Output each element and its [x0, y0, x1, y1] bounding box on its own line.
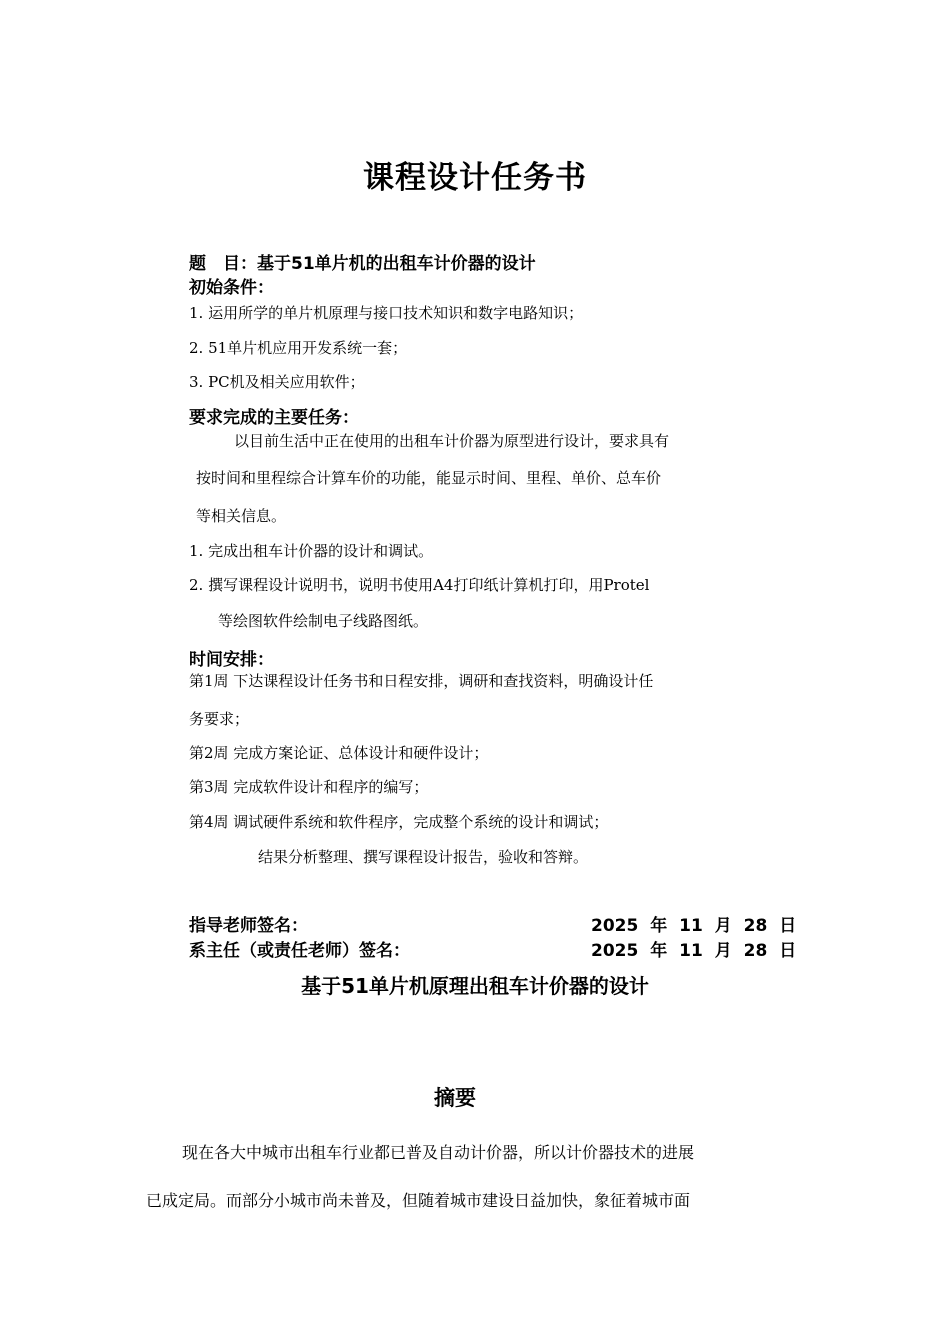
condition-item: 2. 51单片机应用开发系统一套； — [189, 339, 408, 357]
schedule-line: 第1周 下达课程设计任务书和日程安排，调研和查找资料，明确设计任 — [189, 672, 654, 690]
topic-line: 题 目：基于51单片机的出租车计价器的设计 — [189, 254, 536, 274]
tasks-paragraph-line: 按时间和里程综合计算车价的功能，能显示时间、里程、单价、总车价 — [196, 469, 662, 487]
schedule-line: 第4周 调试硬件系统和软件程序，完成整个系统的设计和调试； — [189, 813, 609, 831]
report-title: 基于51单片机原理出租车计价器的设计 — [301, 974, 649, 998]
schedule-heading: 时间安排： — [189, 650, 274, 670]
condition-item: 1. 运用所学的单片机原理与接口技术知识和数字电路知识； — [189, 304, 584, 322]
task-item: 2. 撰写课程设计说明书，说明书使用A4打印纸计算机打印，用Protel — [189, 576, 650, 594]
document-title: 课程设计任务书 — [363, 160, 587, 196]
abstract-line: 已成定局。而部分小城市尚未普及，但随着城市建设日益加快，象征着城市面 — [146, 1191, 691, 1210]
dept-head-signature-date: 2025 年 11 月 28 日 — [591, 941, 797, 961]
abstract-heading: 摘要 — [434, 1086, 476, 1110]
task-item: 1. 完成出租车计价器的设计和调试。 — [189, 542, 434, 560]
schedule-line: 第2周 完成方案论证、总体设计和硬件设计； — [189, 744, 489, 762]
advisor-signature-date: 2025 年 11 月 28 日 — [591, 916, 797, 936]
conditions-heading: 初始条件： — [189, 278, 274, 298]
tasks-heading: 要求完成的主要任务： — [189, 408, 359, 428]
tasks-paragraph-line: 以目前生活中正在使用的出租车计价器为原型进行设计，要求具有 — [234, 432, 670, 450]
condition-item: 3. PC机及相关应用软件； — [189, 373, 365, 391]
tasks-paragraph-line: 等相关信息。 — [196, 507, 287, 525]
task-item-continued: 等绘图软件绘制电子线路图纸。 — [218, 612, 429, 630]
schedule-line: 务要求； — [189, 710, 250, 728]
schedule-line: 第3周 完成软件设计和程序的编写； — [189, 778, 429, 796]
schedule-line: 结果分析整理、撰写课程设计报告，验收和答辩。 — [258, 848, 589, 866]
advisor-signature-label: 指导老师签名： — [189, 916, 308, 936]
abstract-line: 现在各大中城市出租车行业都已普及自动计价器，所以计价器技术的进展 — [182, 1143, 695, 1162]
dept-head-signature-label: 系主任（或责任老师）签名： — [189, 941, 410, 961]
